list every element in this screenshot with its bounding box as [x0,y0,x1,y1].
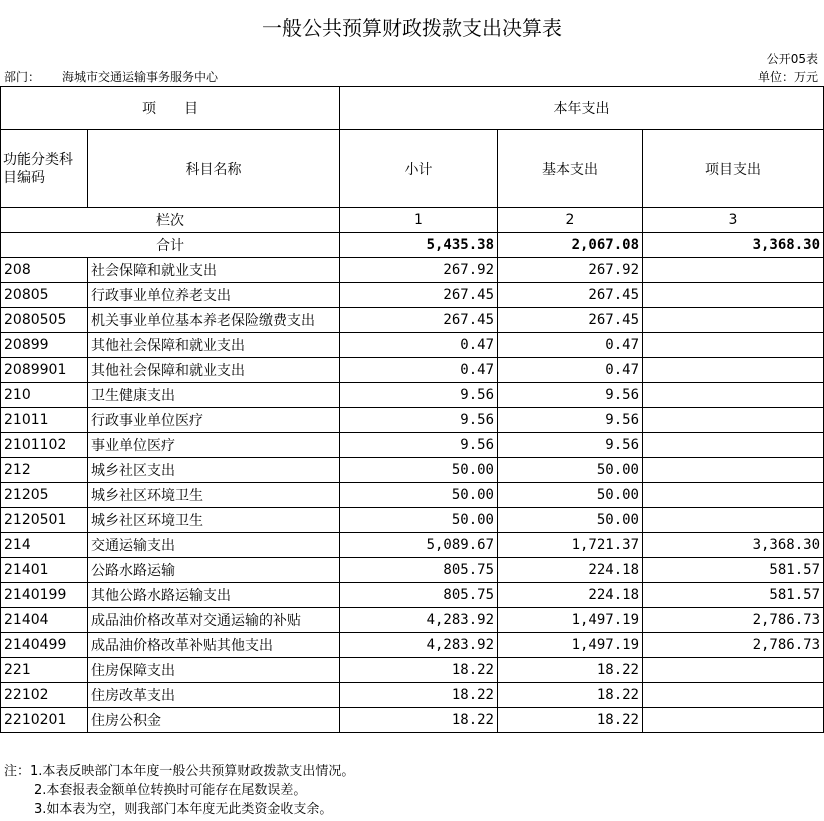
row-code: 2210201 [1,708,88,733]
row-project [643,383,824,408]
table-code: 公开05表 [766,52,818,66]
row-project: 581.57 [643,583,824,608]
row-name: 城乡社区环境卫生 [88,508,340,533]
row-subtotal: 9.56 [340,433,498,458]
table-row [1,383,824,408]
row-code: 214 [1,533,88,558]
column-2: 2 [498,208,643,233]
header-current-year: 本年支出 [340,87,824,130]
row-project [643,283,824,308]
row-basic: 50.00 [498,508,643,533]
table-row [1,358,824,383]
column-1: 1 [340,208,498,233]
row-subtotal: 18.22 [340,658,498,683]
row-code: 21401 [1,558,88,583]
row-code: 22102 [1,683,88,708]
row-code: 2080505 [1,308,88,333]
header-item: 项 目 [1,87,340,130]
row-basic: 224.18 [498,583,643,608]
row-project: 2,786.73 [643,608,824,633]
row-name: 机关事业单位基本养老保险缴费支出 [88,308,340,333]
total-label: 合计 [1,233,340,258]
row-project [643,408,824,433]
row-code: 21404 [1,608,88,633]
row-project [643,308,824,333]
row-name: 城乡社区环境卫生 [88,483,340,508]
row-name: 住房保障支出 [88,658,340,683]
row-basic: 18.22 [498,658,643,683]
row-project [643,258,824,283]
row-code: 20805 [1,283,88,308]
header-subtotal: 小计 [340,130,498,208]
row-subtotal: 9.56 [340,383,498,408]
row-basic: 1,497.19 [498,608,643,633]
row-code: 212 [1,458,88,483]
row-code: 208 [1,258,88,283]
row-name: 成品油价格改革补贴其他支出 [88,633,340,658]
column-number-row [1,208,824,233]
notes [4,762,354,819]
table-row [1,258,824,283]
total-basic: 2,067.08 [498,233,643,258]
row-code: 2140199 [1,583,88,608]
total-subtotal: 5,435.38 [340,233,498,258]
row-code: 2089901 [1,358,88,383]
table-row [1,333,824,358]
row-basic: 9.56 [498,383,643,408]
row-basic: 0.47 [498,358,643,383]
table-row [1,633,824,658]
row-code: 21205 [1,483,88,508]
row-subtotal: 267.45 [340,308,498,333]
row-project [643,683,824,708]
table-row [1,708,824,733]
row-subtotal: 4,283.92 [340,608,498,633]
row-subtotal: 18.22 [340,708,498,733]
row-subtotal: 267.45 [340,283,498,308]
row-project [643,333,824,358]
row-basic: 224.18 [498,558,643,583]
row-subtotal: 5,089.67 [340,533,498,558]
row-subtotal: 805.75 [340,583,498,608]
row-project: 2,786.73 [643,633,824,658]
row-code: 221 [1,658,88,683]
row-project [643,708,824,733]
row-name: 成品油价格改革对交通运输的补贴 [88,608,340,633]
row-name: 住房改革支出 [88,683,340,708]
table-row [1,558,824,583]
row-basic: 267.92 [498,258,643,283]
row-basic: 9.56 [498,408,643,433]
column-3: 3 [643,208,824,233]
row-basic: 267.45 [498,308,643,333]
row-basic: 50.00 [498,458,643,483]
table-row [1,433,824,458]
table-row [1,458,824,483]
table-row [1,283,824,308]
note-3: 3.如本表为空，则我部门本年度无此类资金收支余。 [34,802,333,817]
row-name: 社会保障和就业支出 [88,258,340,283]
row-subtotal: 4,283.92 [340,633,498,658]
row-code: 210 [1,383,88,408]
table-row [1,583,824,608]
row-basic: 18.22 [498,683,643,708]
department-line [4,68,218,85]
row-subtotal: 9.56 [340,408,498,433]
table-row [1,483,824,508]
row-project: 3,368.30 [643,533,824,558]
column-label: 栏次 [1,208,340,233]
table-row [1,508,824,533]
row-name: 交通运输支出 [88,533,340,558]
header-project: 项目支出 [643,130,824,208]
row-subtotal: 0.47 [340,358,498,383]
row-name: 其他社会保障和就业支出 [88,358,340,383]
row-subtotal: 50.00 [340,483,498,508]
department-label: 部门： [4,70,41,84]
row-basic: 267.45 [498,283,643,308]
header-code: 功能分类科目编码 [1,130,88,208]
row-subtotal: 0.47 [340,333,498,358]
row-name: 其他社会保障和就业支出 [88,333,340,358]
row-name: 行政事业单位医疗 [88,408,340,433]
department-name: 海城市交通运输事务服务中心 [62,70,219,84]
expenditure-table [0,86,824,733]
row-project [643,358,824,383]
table-row [1,533,824,558]
row-project: 581.57 [643,558,824,583]
row-name: 行政事业单位养老支出 [88,283,340,308]
row-basic: 9.56 [498,433,643,458]
table-row [1,408,824,433]
row-name: 其他公路水路运输支出 [88,583,340,608]
row-name: 住房公积金 [88,708,340,733]
row-basic: 0.47 [498,333,643,358]
row-basic: 1,497.19 [498,633,643,658]
row-subtotal: 50.00 [340,508,498,533]
row-code: 2140499 [1,633,88,658]
row-project [643,458,824,483]
unit-label: 单位：万元 [757,70,818,84]
report-title: 一般公共预算财政拨款支出决算表 [262,16,562,40]
header-row-2 [1,130,824,208]
table-row [1,683,824,708]
table-row [1,308,824,333]
row-basic: 1,721.37 [498,533,643,558]
row-subtotal: 18.22 [340,683,498,708]
note-1: 注：1.本表反映部门本年度一般公共预算财政拨款支出情况。 [4,764,355,779]
row-code: 20899 [1,333,88,358]
row-name: 事业单位医疗 [88,433,340,458]
row-code: 2120501 [1,508,88,533]
row-code: 2101102 [1,433,88,458]
row-name: 城乡社区支出 [88,458,340,483]
row-basic: 18.22 [498,708,643,733]
row-project [643,658,824,683]
header-basic: 基本支出 [498,130,643,208]
note-2: 2.本套报表金额单位转换时可能存在尾数误差。 [34,783,307,798]
row-subtotal: 805.75 [340,558,498,583]
row-name: 卫生健康支出 [88,383,340,408]
header-subject: 科目名称 [88,130,340,208]
row-project [643,508,824,533]
row-name: 公路水路运输 [88,558,340,583]
row-subtotal: 50.00 [340,458,498,483]
row-code: 21011 [1,408,88,433]
total-row [1,233,824,258]
row-subtotal: 267.92 [340,258,498,283]
table-row [1,658,824,683]
row-project [643,433,824,458]
header-row-1 [1,87,824,130]
row-project [643,483,824,508]
table-row [1,608,824,633]
row-basic: 50.00 [498,483,643,508]
total-project: 3,368.30 [643,233,824,258]
